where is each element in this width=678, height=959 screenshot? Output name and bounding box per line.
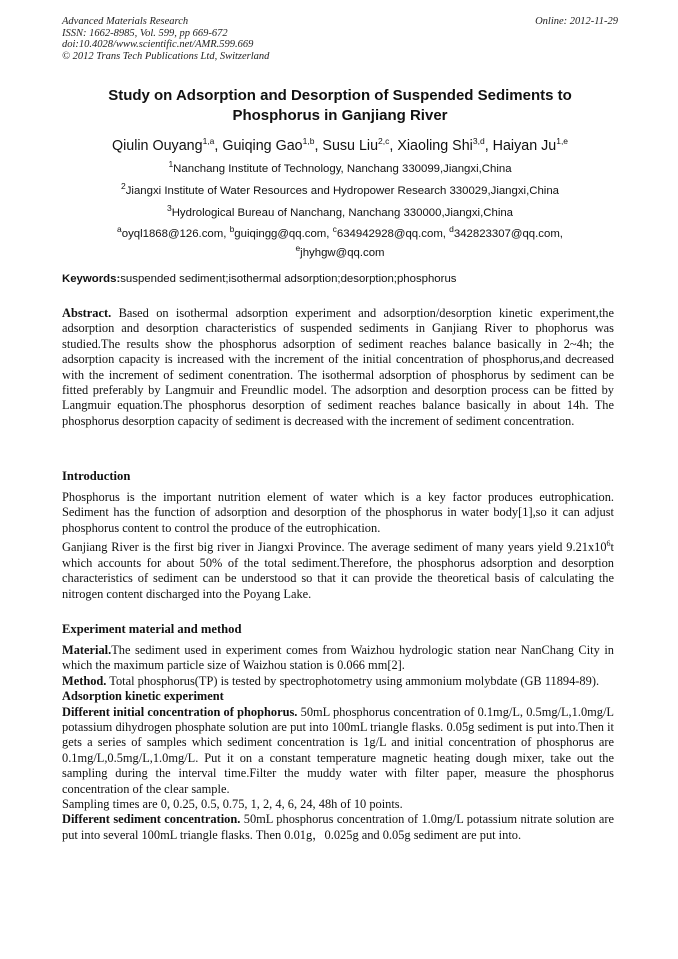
author-name: Susu Liu xyxy=(322,137,379,154)
initial-concentration-text: 50mL phosphorus concentration of 0.1mg/L, 0.5mg/L,1.0mg/L potassium dihydrogen phosphate solution are put into 100mL triangle flasks. 0.05g sediment is put into.Then it gets a series of samples which sediment concentration is 1g/L and initial concentration of phosphorus are 0.1mg/L,0.5mg/L,1.0mg/L. Put it on a constant temperature magnetic heating dough mixer, take out the sampling during the interval time.Filter the muddy water with filter paper, measure the phosphorus concentration of the clear sample. xyxy=(62,704,614,796)
journal-header xyxy=(62,16,618,62)
journal-name: Advanced Materials Research xyxy=(62,16,189,27)
affiliation-sup: 2 xyxy=(120,181,126,191)
sampling-paragraph: Sampling times are 0, 0.25, 0.5, 0.75, 1, 2, 4, 6, 24, 48h of 10 points. xyxy=(62,797,403,812)
author-sup: 2,c xyxy=(378,136,390,146)
affiliation-2 xyxy=(40,179,640,198)
author-separator: , xyxy=(214,137,223,154)
doi-line: doi:10.4028/www.scientific.net/AMR.599.669 xyxy=(62,39,254,50)
author-separator: , xyxy=(314,137,323,154)
copyright-line: © 2012 Trans Tech Publications Ltd, Switzerland xyxy=(62,50,270,62)
sediment-concentration-text: 50mL phosphorus concentration of 1.0mg/L potassium nitrate solution are put into several 100mL triangle flasks. Then 0.01g，0.025g and 0.05g sediment are put into. xyxy=(62,812,614,842)
sediment-concentration-label: Different sediment concentration. xyxy=(62,812,241,827)
issn-line: ISSN: 1662-8985, Vol. 599, pp 669-672 xyxy=(62,27,228,39)
material-paragraph xyxy=(62,643,614,674)
affiliation-sup: 1 xyxy=(168,159,174,169)
email-sup: a xyxy=(117,224,122,234)
author-name: Guiqing Gao xyxy=(222,137,303,154)
affiliation-3 xyxy=(40,201,640,220)
title-line-2: Phosphorus in Ganjiang River xyxy=(232,107,448,124)
introduction-text: t which accounts for about 50% of the total sediment.Therefore, the phosphorus adsorption and desorption characteristics of sediment can be understood so that it can provide the theoretical basis of calculating the nitrogen content discharged into the Poyang Lake. xyxy=(62,540,614,601)
paper-title xyxy=(62,86,618,126)
method-paragraph xyxy=(62,674,614,689)
author-name: Xiaoling Shi xyxy=(397,137,473,154)
email-sup: b xyxy=(229,224,235,234)
email-address[interactable]: 634942928@qq.com, xyxy=(336,227,450,240)
affiliation-text: Nanchang Institute of Technology, Nanchang 330099,Jiangxi,China xyxy=(173,162,512,175)
email-address[interactable]: guiqingg@qq.com, xyxy=(234,227,333,240)
author-separator: , xyxy=(484,137,493,154)
email-list xyxy=(62,222,618,260)
abstract xyxy=(62,306,614,429)
author-list xyxy=(40,132,640,155)
affiliation-1 xyxy=(40,157,640,176)
author-sup: 1,e xyxy=(556,136,569,146)
method-label: Method. xyxy=(62,673,107,688)
methods-body xyxy=(62,643,614,843)
keywords-text: suspended sediment;isothermal adsorption;desorption;phosphorus xyxy=(120,273,457,285)
email-address[interactable]: oyql1868@126.com, xyxy=(121,227,230,240)
material-text: The sediment used in experiment comes from Waizhou hydrologic station near NanChang City in which the maximum particle size of Waizhou station is 0.066 mm[2]. xyxy=(62,643,614,673)
affiliation-text: Hydrological Bureau of Nanchang, Nanchang 330000,Jiangxi,China xyxy=(171,206,514,219)
keywords-label: Keywords: xyxy=(62,273,121,285)
affiliation-text: Jiangxi Institute of Water Resources and Hydropower Research 330029,Jiangxi,China xyxy=(125,184,560,197)
email-line-1 xyxy=(62,222,618,241)
author-sup: 1,b xyxy=(302,136,315,146)
introduction-heading: Introduction xyxy=(62,469,131,483)
introduction-paragraph-2 xyxy=(62,536,614,602)
methods-heading: Experiment material and method xyxy=(62,622,242,636)
online-date: Online: 2012-11-29 xyxy=(535,16,618,27)
kinetic-heading: Adsorption kinetic experiment xyxy=(62,689,224,704)
sediment-concentration-paragraph xyxy=(62,812,614,843)
initial-concentration-label: Different initial concentration of phophorus. xyxy=(62,704,298,719)
email-sup: c xyxy=(332,224,337,234)
keywords xyxy=(62,272,618,286)
introduction-paragraph-1: Phosphorus is the important nutrition element of water which is a key factor produces eutrophication. Sediment has the function of adsorption and desorption of the phosphorus in water body[1],so it can adjust phosphorus content to control the produce of the eutrophication. xyxy=(62,490,614,535)
author-separator: , xyxy=(389,137,398,154)
email-line-2 xyxy=(62,241,618,260)
author-sup: 3,d xyxy=(472,136,485,146)
abstract-text: Based on isothermal adsorption experiment and adsorption/desorption kinetic experiment,the adsorption and desorption characteristics of suspended sediments in Ganjiang River to phophorus was studied.The results show the phosphorus adsorption of sediment reaches balance basically in 2~4h; the adsorption capacity is increased with the increment of the initial concentration of phosphorus,and decreased with the increment of sediment conentration. The isothermal adsorption of phosphorus by sediment can be fitted preferably by Langmuir and Freundlic model. The adsorption and desorption process can be fitted by Langmuir equation.The phosphorus desorption of sediment reaches balance basically in about 14h. The phosphorus desorption capacity of sediment is decreased with the increment of sediment concentration. xyxy=(62,306,614,428)
author-name: Haiyan Ju xyxy=(492,137,557,154)
author-name: Qiulin Ouyang xyxy=(111,137,203,154)
initial-concentration-paragraph xyxy=(62,705,614,797)
email-sup: e xyxy=(295,242,301,253)
introduction-text: Ganjiang River is the first big river in Jiangxi Province. The average sediment of many years yield 9.21x10 xyxy=(62,540,607,555)
title-line-1: Study on Adsorption and Desorption of Suspended Sediments to xyxy=(108,87,572,104)
material-label: Material. xyxy=(62,643,112,657)
email-sup: d xyxy=(449,224,454,234)
email-address[interactable]: jhyhgw@qq.com xyxy=(300,246,385,259)
email-address[interactable]: 342823307@qq.com, xyxy=(453,227,563,240)
introduction-body xyxy=(62,490,614,602)
exponent: 6 xyxy=(606,539,611,549)
abstract-label: Abstract. xyxy=(62,306,112,320)
method-text: Total phosphorus(TP) is tested by spectrophotometry using ammonium molybdate (GB 11894-89). xyxy=(106,673,600,688)
author-sup: 1,a xyxy=(202,136,215,146)
affiliation-sup: 3 xyxy=(166,203,172,213)
